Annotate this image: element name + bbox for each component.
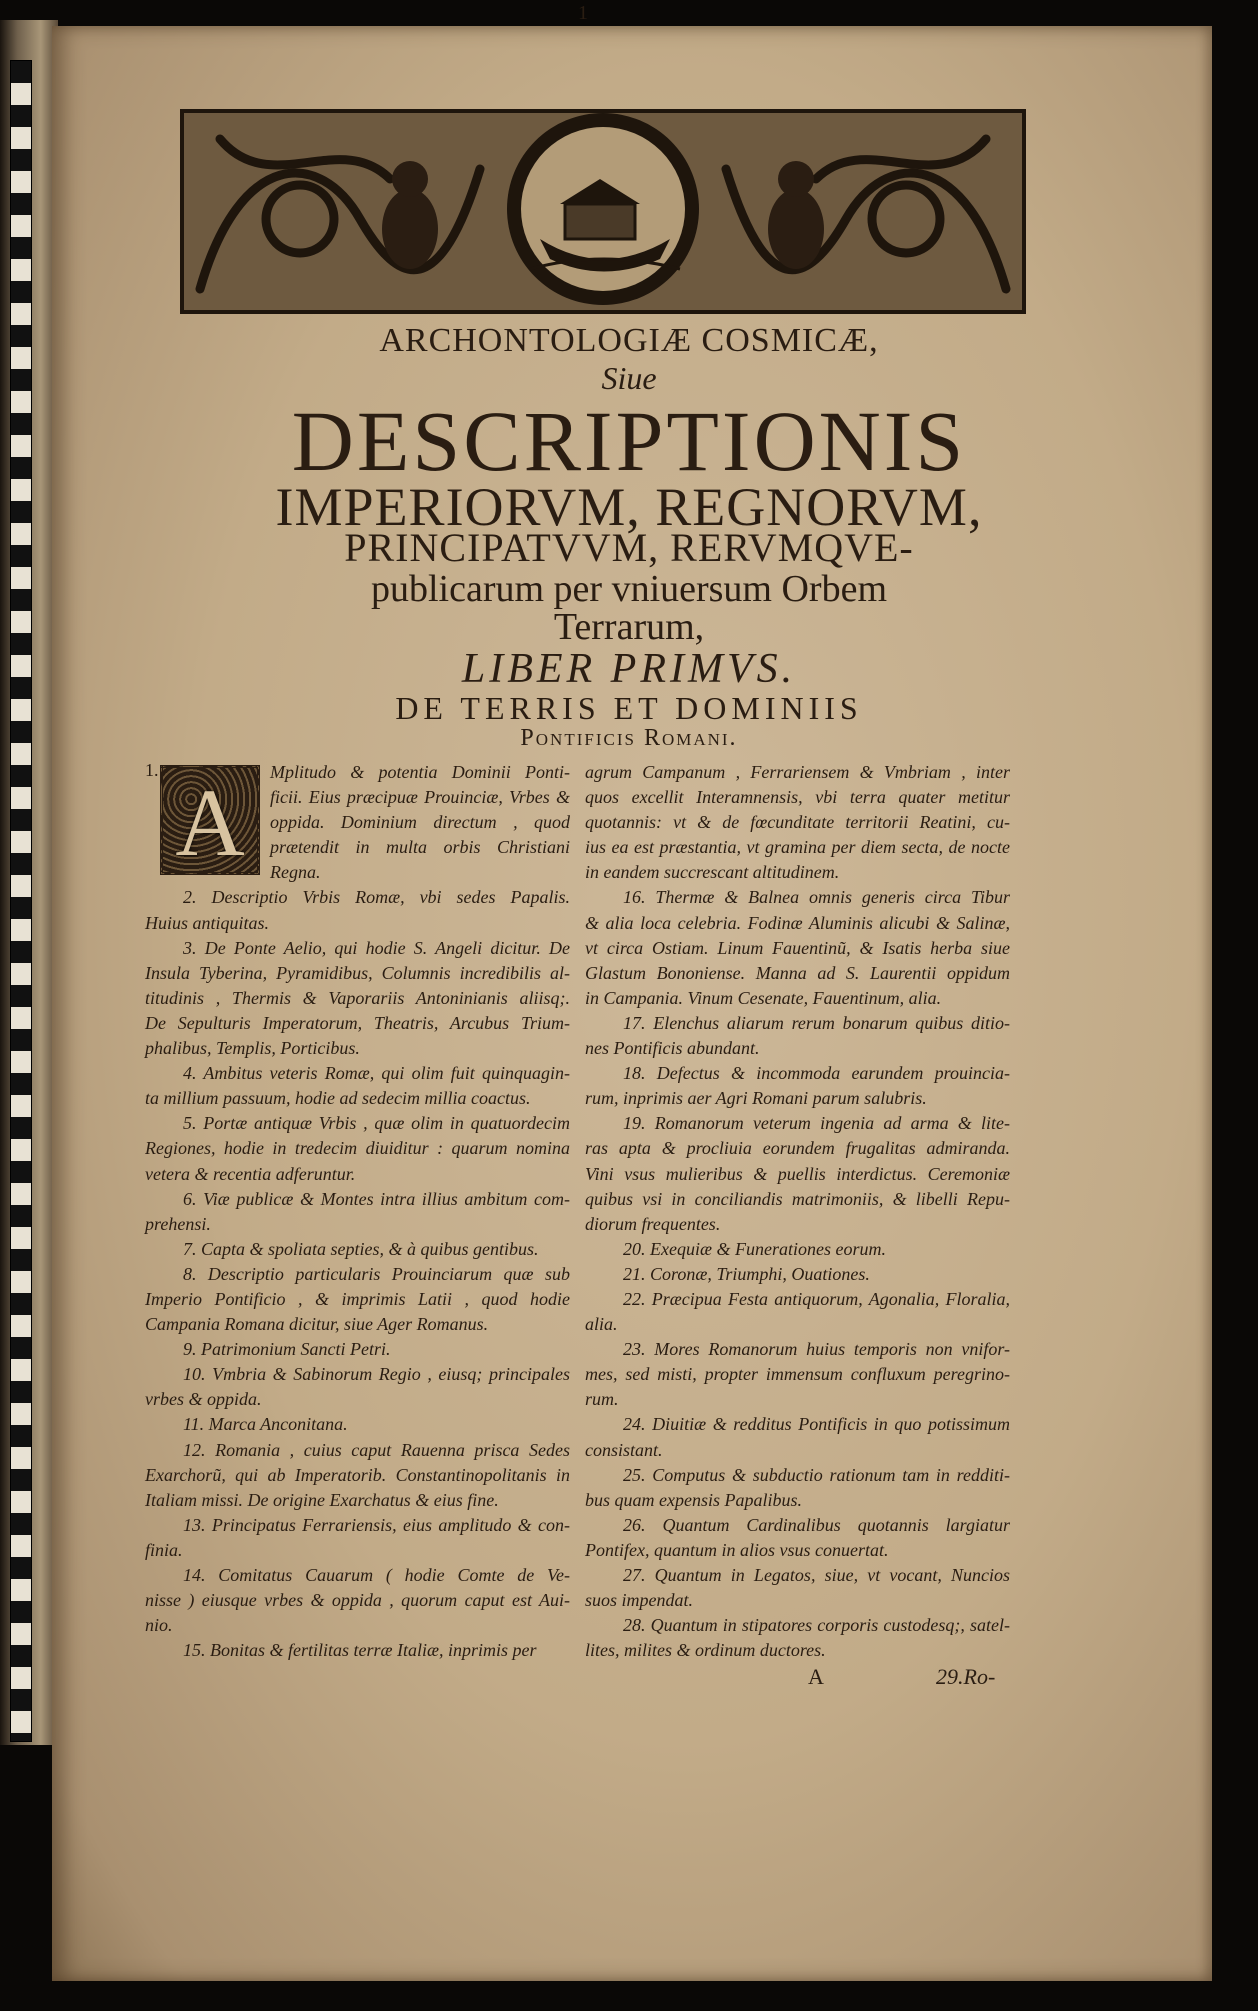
entry-paragraph <box>585 1513 1010 1563</box>
text-line: Mplitudo & potentia Dominii Ponti- <box>270 762 570 782</box>
text-line: ras apta & procliuia eorundem frugalitas admiranda. <box>585 1138 1010 1159</box>
text-line: in eandem succrescant altitudinem. <box>585 862 840 883</box>
text-line: 14. Comitatus Cauarum ( hodie Comte de Ve- <box>183 1565 570 1585</box>
entry-paragraph <box>585 760 1010 885</box>
text-line: 7. Capta & spoliata septies, & à quibus gentibus. <box>183 1238 539 1259</box>
text-line: mes, sed misti, propter immensum confluxum peregrino- <box>585 1364 1010 1385</box>
text-line: ius ea est præstantia, vt gramina per diem secta, de nocte <box>585 837 1010 858</box>
text-line: Vini vsus mulieribus & puellis interdictus. Ceremoniæ <box>585 1163 1010 1184</box>
title-line-1: ARCHONTOLOGIÆ COSMICÆ, <box>379 322 879 359</box>
entry-paragraph <box>585 1011 1010 1061</box>
text-line: 2. Descriptio Vrbis Romæ, vbi sedes Papalis. <box>183 887 570 908</box>
text-line: nes Pontificis abundant. <box>585 1038 760 1059</box>
entry-paragraph <box>145 1111 570 1186</box>
catchword: 29.Ro- <box>936 1664 996 1689</box>
text-line: quibus vsi in conciliandis matrimoniis, & libelli Repu- <box>585 1188 1010 1209</box>
text-line: in Campania. Vinum Cesenate, Fauentinum, alia. <box>585 987 942 1008</box>
text-line: 23. Mores Romanorum huius temporis non vnifor- <box>623 1339 1010 1360</box>
scale-ruler <box>10 60 32 1742</box>
text-line: 3. De Ponte Aelio, qui hodie S. Angeli dicitur. De <box>183 937 570 958</box>
text-line: 20. Exequiæ & Funerationes eorum. <box>623 1238 886 1259</box>
entry-paragraph <box>145 1438 570 1513</box>
item-number: 1. <box>145 760 159 780</box>
text-line: prehensi. <box>145 1213 211 1234</box>
text-line: quotannis: vt & de fœcunditate territorii Reatini, cu- <box>585 812 1010 833</box>
entry-paragraph <box>585 1061 1010 1111</box>
text-line: 12. Romania , cuius caput Rauenna prisca Sedes <box>183 1439 570 1460</box>
title-main: DESCRIPTIONIS <box>291 393 967 489</box>
entry-paragraph <box>585 1613 1010 1663</box>
text-line: phalibus, Templis, Porticibus. <box>145 1038 360 1059</box>
text-line: nisse ) eiusque vrbes & oppida , quorum caput est Aui- <box>145 1590 570 1611</box>
text-line: 21. Coronæ, Triumphi, Ouationes. <box>623 1263 870 1284</box>
entry-paragraph <box>145 885 570 935</box>
section-heading: DE TERRIS ET DOMINIIS <box>395 690 863 726</box>
entry-paragraph <box>145 1187 570 1237</box>
text-line: 18. Defectus & incommoda earundem prouincia- <box>623 1063 1010 1084</box>
text-line: vetera & recentia adferuntur. <box>145 1163 356 1184</box>
title-line-2: Siue <box>601 360 657 396</box>
text-line: vt circa Ostiam. Linum Fauentinũ, & Isatis herba siue <box>585 937 1010 958</box>
entry-paragraph <box>585 1563 1010 1613</box>
entry-paragraph <box>585 885 1010 1010</box>
entry-paragraph <box>145 1638 570 1663</box>
text-line: 25. Computus & subductio rationum tam in redditi- <box>623 1464 1010 1485</box>
text-line: lites, milites & ordinum ductores. <box>585 1640 826 1661</box>
entry-paragraph <box>145 1513 570 1563</box>
entry-paragraph <box>145 1061 570 1111</box>
entry-paragraph <box>585 1262 1010 1287</box>
text-line: titudinis , Thermis & Vaporariis Antoninianis aliisq;. <box>145 987 570 1008</box>
text-line: 22. Præcipua Festa antiquorum, Agonalia, Floralia, <box>623 1288 1010 1309</box>
text-line: alia. <box>585 1314 618 1335</box>
text-line: 10. Vmbria & Sabinorum Regio , eiusq; principales <box>183 1364 570 1385</box>
text-line: 6. Viæ publicæ & Montes intra illius ambitum com- <box>183 1188 570 1209</box>
right-column <box>585 760 1010 1663</box>
text-line: 26. Quantum Cardinalibus quotannis largiatur <box>623 1514 1010 1535</box>
text-line: suos impendat. <box>585 1590 693 1611</box>
text-line: Insula Tyberina, Pyramidibus, Columnis incredibilis al- <box>145 962 570 983</box>
text-line: 8. Descriptio particularis Prouinciarum quæ sub <box>183 1263 570 1284</box>
entry-paragraph <box>145 936 570 1061</box>
text-line: nio. <box>145 1615 173 1636</box>
text-line: & alia loca celebria. Fodinæ Aluminis alicubi & Salinæ, <box>585 912 1010 933</box>
entry-paragraph <box>585 1287 1010 1337</box>
entry-paragraph <box>585 1463 1010 1513</box>
text-line: 11. Marca Anconitana. <box>183 1414 348 1435</box>
entry-paragraph <box>145 1262 570 1337</box>
previous-page-edge <box>0 20 58 1745</box>
entry-paragraph <box>145 1337 570 1362</box>
entry-paragraph <box>145 760 570 885</box>
text-line: 17. Elenchus aliarum rerum bonarum quibus ditio- <box>623 1012 1010 1033</box>
title-line-4: IMPERIORVM, REGNORVM, <box>275 477 983 537</box>
title-line-6: publicarum per vniuersum Orbem <box>370 568 888 610</box>
entry-paragraph <box>585 1412 1010 1462</box>
text-line: Regna. <box>270 862 321 883</box>
text-line: Huius antiquitas. <box>145 912 270 933</box>
text-line: agrum Campanum , Ferrariensem & Vmbriam , inter <box>585 762 1010 782</box>
text-line: Glastum Bononiense. Manna ad S. Laurentii oppidum <box>585 962 1010 983</box>
text-line: 9. Patrimonium Sancti Petri. <box>183 1339 391 1360</box>
text-line: 19. Romanorum veterum ingenia ad arma & lite- <box>623 1113 1010 1134</box>
text-line: bus quam expensis Papalibus. <box>585 1489 802 1510</box>
text-line: Regiones, hodie in tredecim diuiditur : quarum nomina <box>145 1138 570 1159</box>
text-line: vrbes & oppida. <box>145 1389 262 1410</box>
signature-mark: A <box>808 1664 824 1689</box>
title-line-5: PRINCIPATVVM, RERVMQVE- <box>344 525 914 570</box>
text-line: ta millium passuum, hodie ad sedecim millia coactus. <box>145 1088 531 1109</box>
text-line: Pontifex, quantum in alios vsus conuertat. <box>585 1539 889 1560</box>
text-line: rum, inprimis aer Agri Romani parum salubris. <box>585 1088 927 1109</box>
text-line: diorum frequentes. <box>585 1213 721 1234</box>
entry-paragraph <box>585 1237 1010 1262</box>
text-line: Exarchorũ, qui ab Imperatorib. Constantinopolitanis in <box>145 1464 570 1485</box>
entry-paragraph <box>585 1111 1010 1236</box>
text-line: consistant. <box>585 1439 663 1460</box>
title-line-7: Terrarum, <box>553 606 705 648</box>
text-line: Italiam missi. De origine Exarchatus & eius fine. <box>145 1489 499 1510</box>
text-line: 27. Quantum in Legatos, siue, vt vocant, Nuncios <box>623 1565 1010 1585</box>
text-line: 4. Ambitus veteris Romæ, qui olim fuit quinquagin- <box>183 1063 570 1084</box>
text-line: ficii. Eius præcipuæ Prouinciæ, Vrbes & <box>270 787 570 808</box>
text-line: Campania Romana dicitur, siue Ager Romanus. <box>145 1314 489 1335</box>
text-line: oppida. Dominium directum , quod <box>270 812 570 833</box>
headpiece-ornament <box>180 109 1026 314</box>
text-line: prætendit in multa orbis Christiani <box>270 837 570 858</box>
text-line: 16. Thermæ & Balnea omnis generis circa Tibur <box>623 887 1010 908</box>
page-number: 1 <box>578 2 588 24</box>
entry-paragraph <box>585 1337 1010 1412</box>
text-line: 24. Diuitiæ & redditus Pontificis in quo potissimum <box>623 1414 1010 1435</box>
text-line: quos excellit Interamnensis, vbi terra quater metitur <box>585 787 1010 808</box>
entry-paragraph <box>145 1563 570 1638</box>
left-column <box>145 760 570 1663</box>
section-subheading: Pontificis Romani. <box>520 725 738 751</box>
entry-paragraph <box>145 1237 570 1262</box>
text-line: 28. Quantum in stipatores corporis custodesq;, satel- <box>623 1615 1010 1636</box>
entry-paragraph <box>145 1412 570 1437</box>
text-line: De Sepulturis Imperatorum, Theatris, Arcubus Trium- <box>145 1012 570 1033</box>
text-line: 5. Portæ antiquæ Vrbis , quæ olim in quatuordecim <box>183 1113 570 1134</box>
entry-paragraph <box>145 1362 570 1412</box>
drop-cap-letter: A <box>175 769 245 876</box>
text-line: 15. Bonitas & fertilitas terræ Italiæ, inprimis per <box>183 1640 537 1661</box>
text-line: finia. <box>145 1539 183 1560</box>
text-line: 13. Principatus Ferrariensis, eius amplitudo & con- <box>183 1514 570 1535</box>
book-heading: LIBER PRIMVS. <box>461 646 797 692</box>
text-line: Imperio Pontificio , & imprimis Latii , quod hodie <box>145 1288 570 1309</box>
text-line: rum. <box>585 1389 619 1410</box>
